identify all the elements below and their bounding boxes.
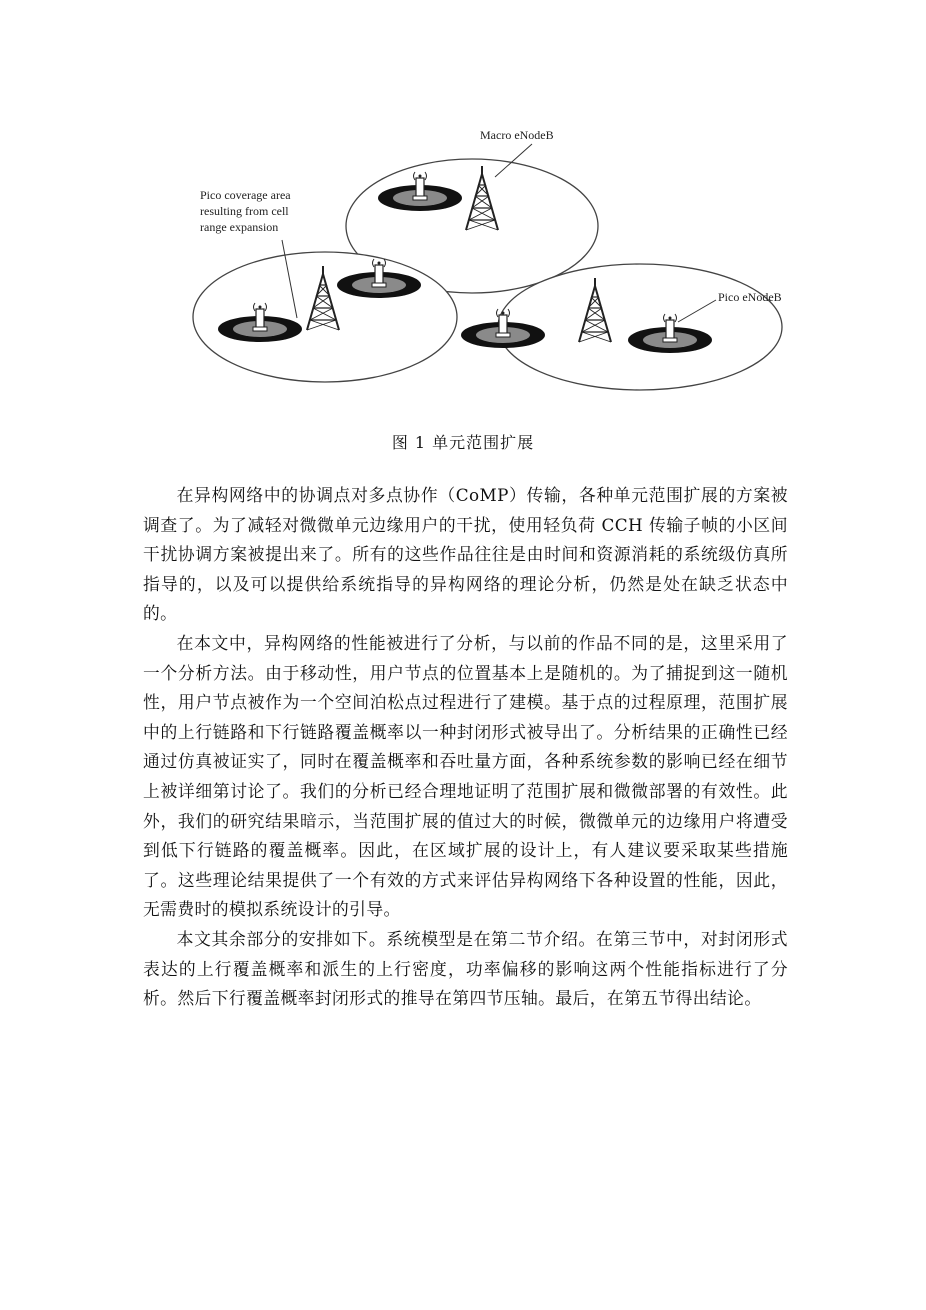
body-text	[143, 481, 788, 1014]
figure-caption: 图 1 单元范围扩展	[391, 433, 535, 452]
label-macro-enodeb: Macro eNodeB	[480, 128, 554, 142]
label-pico-area-2: resulting from cell	[200, 204, 289, 218]
macro-cell-left	[193, 252, 457, 382]
label-pico-enodeb: Pico eNodeB	[718, 290, 782, 304]
paragraph: 在异构网络中的协调点对多点协作（CoMP）传输，各种单元范围扩展的方案被调查了。为了减轻对微微单元边缘用户的干扰，使用轻负荷 CCH 传输子帧的小区间干扰协调方案被提出来了。所有的这些作品往往是由时间和资源消耗的系统级仿真所指导的，以及可以提供给系统指导的异构网络的理论分析，仍然是处在缺乏状态中的。	[143, 485, 788, 624]
label-pico-area-1: Pico coverage area	[200, 188, 291, 202]
macro-cell-right	[498, 264, 782, 390]
network-diagram	[190, 122, 800, 392]
label-pico-area-3: range expansion	[200, 220, 279, 234]
figure-cell-range-expansion	[190, 122, 800, 392]
paragraph: 本文其余部分的安排如下。系统模型是在第二节介绍。在第三节中，对封闭形式表达的上行覆盖概率和派生的上行密度，功率偏移的影响这两个性能指标进行了分析。然后下行覆盖概率封闭形式的推导在第四节压轴。最后，在第五节得出结论。	[143, 928, 788, 1009]
paragraph: 在本文中，异构网络的性能被进行了分析，与以前的作品不同的是，这里采用了一个分析方法。由于移动性，用户节点的位置基本上是随机的。为了捕捉到这一随机性，用户节点被作为一个空间泊松点过程进行了建模。基于点的过程原理，范围扩展中的上行链路和下行链路覆盖概率以一种封闭形式被导出了。分析结果的正确性已经通过仿真被证实了，同时在覆盖概率和吞吐量方面，各种系统参数的影响已经在细节上被详细第讨论了。我们的分析已经合理地证明了范围扩展和微微部署的有效性。此外，我们的研究结果暗示，当范围扩展的值过大的时候，微微单元的边缘用户将遭受到低下行链路的覆盖概率。因此，在区域扩展的设计上，有人建议要采取某些措施了。这些理论结果提供了一个有效的方式来评估异构网络下各种设置的性能，因此，无需费时的模拟系统设计的引导。	[143, 632, 788, 920]
